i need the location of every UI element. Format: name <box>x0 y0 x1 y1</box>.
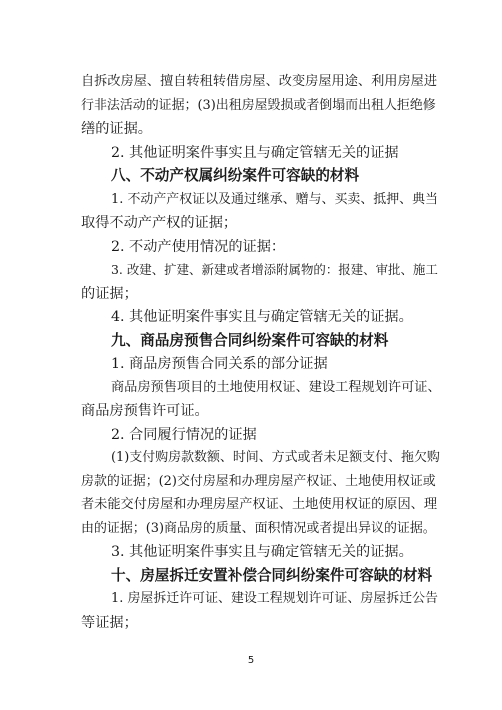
body-line: 自拆改房屋、擅自转租转借房屋、改变房屋用途、利用房屋进 <box>81 74 438 89</box>
list-item: 1. 不动产产权证以及通过继承、赠与、买卖、抵押、典当 <box>111 192 438 207</box>
list-item: 2. 合同履行情况的证据 <box>111 427 257 443</box>
list-item: 2. 不动产使用情况的证据： <box>111 239 286 255</box>
list-item: 1. 商品房预售合同关系的部分证据 <box>111 356 328 372</box>
list-item: 2. 其他证明案件事实且与确定管辖无关的证据 <box>111 145 399 161</box>
list-item: 3. 改建、扩建、新建或者增添附属物的：报建、审批、施工 <box>111 262 438 277</box>
body-line: 缮的证据。 <box>81 121 152 137</box>
body-line: 的证据； <box>81 286 138 302</box>
list-item: 4. 其他证明案件事实且与确定管辖无关的证据。 <box>111 309 413 325</box>
body-line: 商品房预售项目的土地使用权证、建设工程规划许可证、 <box>111 380 441 395</box>
section-heading-9: 九、商品房预售合同纠纷案件可容缺的材料 <box>111 332 389 349</box>
body-line: (1)支付购房款数额、时间、方式或者未足额支付、拖欠购 <box>111 450 440 465</box>
body-line: 商品房预售许可证。 <box>81 403 209 419</box>
body-line: 房款的证据；(2)交付房屋和办理房屋产权证、土地使用权证或 <box>81 474 436 489</box>
section-heading-8: 八、不动产权属纠纷案件可容缺的材料 <box>111 167 360 184</box>
list-item: 3. 其他证明案件事实且与确定管辖无关的证据。 <box>111 544 413 560</box>
body-line: 取得不动产产权的证据； <box>81 215 238 231</box>
body-line: 等证据； <box>81 615 138 631</box>
body-line: 者未能交付房屋和办理房屋产权证、土地使用权证的原因、理 <box>81 497 438 512</box>
body-line: 行非法活动的证据；(3)出租房屋毁损或者倒塌而出租人拒绝修 <box>81 98 436 113</box>
section-heading-10: 十、房屋拆迁安置补偿合同纠纷案件可容缺的材料 <box>111 567 433 584</box>
page-number: 5 <box>247 655 255 666</box>
list-item: 1. 房屋拆迁许可证、建设工程规划许可证、房屋拆迁公告 <box>111 591 438 606</box>
body-line: 由的证据；(3)商品房的质量、面积情况或者提出异议的证据。 <box>81 521 436 536</box>
